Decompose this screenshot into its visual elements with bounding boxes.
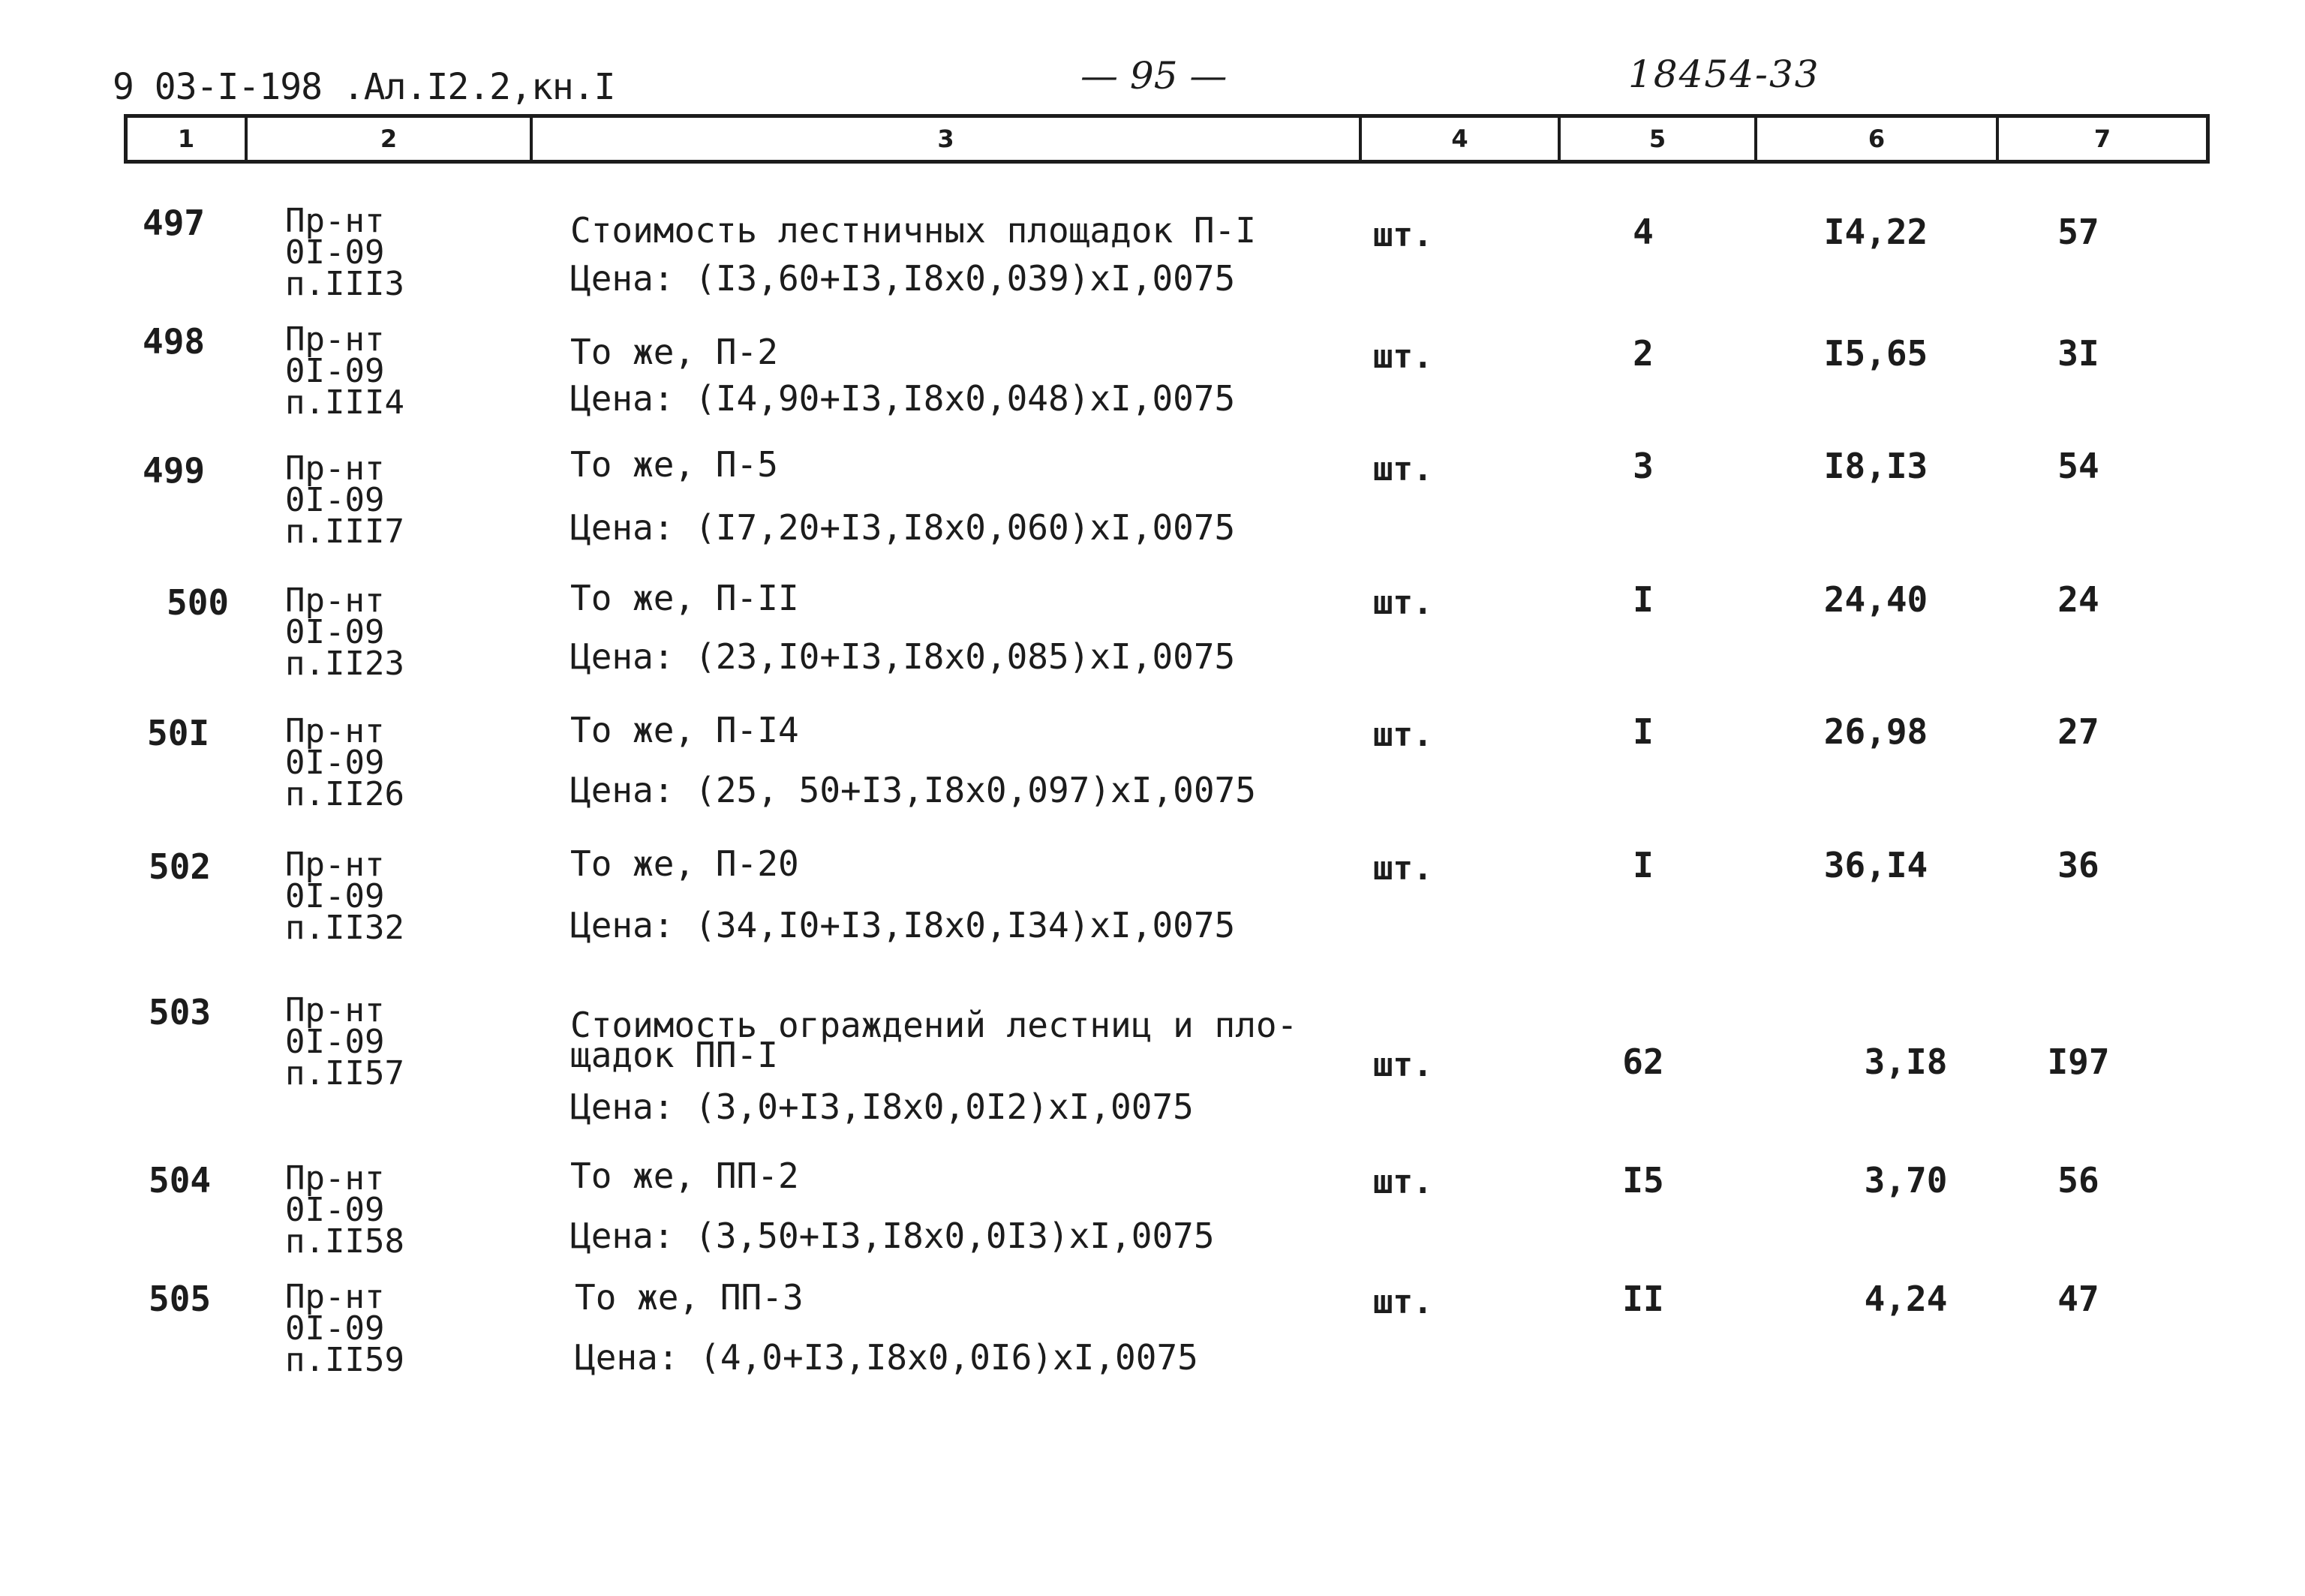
unit: шт.	[1373, 1163, 1433, 1201]
unit-price: 4,24	[1864, 1279, 1948, 1319]
price-formula: Цена: (I3,60+I3,I8x0,039)xI,0075	[570, 258, 1236, 299]
item-title: То же, ПП-3	[575, 1277, 804, 1318]
item-description	[570, 1157, 1351, 1256]
item-title: Стоимость ограждений лестниц и пло- щадок ПП-I	[570, 1005, 1298, 1075]
total-cost: 36	[2057, 845, 2099, 885]
column-header-2: 2	[248, 118, 533, 160]
norm-reference: Пр-нт 0I-09 п.II23	[285, 582, 404, 683]
item-title: То же, П-I4	[570, 710, 799, 750]
item-title: То же, ПП-2	[570, 1156, 799, 1196]
total-cost: 56	[2057, 1160, 2099, 1201]
item-description	[570, 711, 1351, 810]
norm-reference: Пр-нт 0I-09 п.II32	[285, 846, 404, 947]
item-title: Стоимость лестничных площадок П-I	[570, 210, 1256, 251]
row-number: 499	[143, 450, 206, 491]
quantity: 4	[1633, 212, 1654, 252]
unit-price: I8,I3	[1823, 446, 1928, 486]
item-description	[570, 446, 1351, 548]
unit: шт.	[1373, 716, 1433, 754]
price-formula: Цена: (23,I0+I3,I8x0,085)xI,0075	[570, 636, 1236, 677]
unit-price: 3,70	[1864, 1160, 1948, 1201]
unit: шт.	[1373, 216, 1433, 254]
column-header-3: 3	[533, 118, 1362, 160]
item-title: То же, П-II	[570, 578, 799, 618]
norm-reference: Пр-нт 0I-09 п.II59	[285, 1278, 404, 1379]
price-formula: Цена: (4,0+I3,I8x0,0I6)xI,0075	[575, 1337, 1198, 1378]
norm-reference: Пр-нт 0I-09 п.II26	[285, 712, 404, 813]
norm-reference: Пр-нт 0I-09 п.III3	[285, 202, 404, 303]
column-header-row	[124, 114, 2210, 164]
row-number: 500	[167, 582, 230, 623]
column-header-1: 1	[128, 118, 248, 160]
row-number: 505	[149, 1279, 212, 1319]
row-number: 497	[143, 203, 206, 243]
unit: шт.	[1373, 584, 1433, 622]
unit: шт.	[1373, 1046, 1433, 1084]
quantity: 3	[1633, 446, 1654, 486]
unit-price: I4,22	[1823, 212, 1928, 252]
item-description	[570, 1005, 1351, 1127]
unit: шт.	[1373, 1283, 1433, 1321]
unit-price: 3,I8	[1864, 1041, 1948, 1082]
item-description	[570, 845, 1351, 945]
row-number: 503	[149, 992, 212, 1032]
item-description	[570, 212, 1351, 299]
total-cost: 24	[2057, 579, 2099, 620]
row-number: 502	[149, 846, 212, 887]
total-cost: 27	[2057, 711, 2099, 752]
handwritten-document-number: 18454-33	[1628, 53, 1820, 96]
unit: шт.	[1373, 849, 1433, 888]
column-header-6: 6	[1757, 118, 1999, 160]
column-header-7: 7	[2093, 125, 2111, 153]
total-cost: 3I	[2057, 333, 2099, 374]
total-cost: I97	[2047, 1041, 2110, 1082]
quantity: I	[1633, 845, 1654, 885]
price-formula: Цена: (3,50+I3,I8x0,0I3)xI,0075	[570, 1216, 1215, 1256]
price-formula: Цена: (25, 50+I3,I8x0,097)xI,0075	[570, 770, 1256, 810]
unit-price: 24,40	[1823, 579, 1928, 620]
item-description	[570, 579, 1351, 677]
unit-price: 26,98	[1823, 711, 1928, 752]
item-description	[570, 333, 1351, 419]
row-number: 498	[143, 321, 206, 362]
item-title: То же, П-20	[570, 843, 799, 884]
norm-reference: Пр-нт 0I-09 п.II58	[285, 1159, 404, 1261]
unit: шт.	[1373, 450, 1433, 488]
norm-reference: Пр-нт 0I-09 п.III7	[285, 449, 404, 551]
norm-reference: Пр-нт 0I-09 п.III4	[285, 320, 404, 422]
item-title: То же, П-2	[570, 332, 778, 372]
row-number: 504	[149, 1160, 212, 1201]
total-cost: 57	[2057, 212, 2099, 252]
document-code: 9 03-I-198 .Ал.I2.2,кн.I	[113, 66, 615, 108]
quantity: I	[1633, 711, 1654, 752]
quantity: 2	[1633, 333, 1654, 374]
page-number: — 95 —	[1080, 54, 1228, 98]
column-header-4: 4	[1362, 118, 1561, 160]
row-number: 50I	[147, 713, 210, 753]
quantity: II	[1622, 1279, 1664, 1319]
quantity: I	[1633, 579, 1654, 620]
column-header-5: 5	[1561, 118, 1757, 160]
quantity: I5	[1622, 1160, 1664, 1201]
quantity: 62	[1622, 1041, 1664, 1082]
unit-price: I5,65	[1823, 333, 1928, 374]
total-cost: 47	[2057, 1279, 2099, 1319]
price-formula: Цена: (I4,90+I3,I8x0,048)xI,0075	[570, 378, 1236, 419]
total-cost: 54	[2057, 446, 2099, 486]
price-formula: Цена: (I7,20+I3,I8x0,060)xI,0075	[570, 507, 1236, 548]
unit: шт.	[1373, 338, 1433, 376]
price-formula: Цена: (34,I0+I3,I8x0,I34)xI,0075	[570, 905, 1236, 945]
item-title: То же, П-5	[570, 444, 778, 485]
unit-price: 36,I4	[1823, 845, 1928, 885]
norm-reference: Пр-нт 0I-09 п.II57	[285, 991, 404, 1093]
item-description	[575, 1279, 1355, 1378]
price-formula: Цена: (3,0+I3,I8x0,0I2)xI,0075	[570, 1087, 1194, 1127]
